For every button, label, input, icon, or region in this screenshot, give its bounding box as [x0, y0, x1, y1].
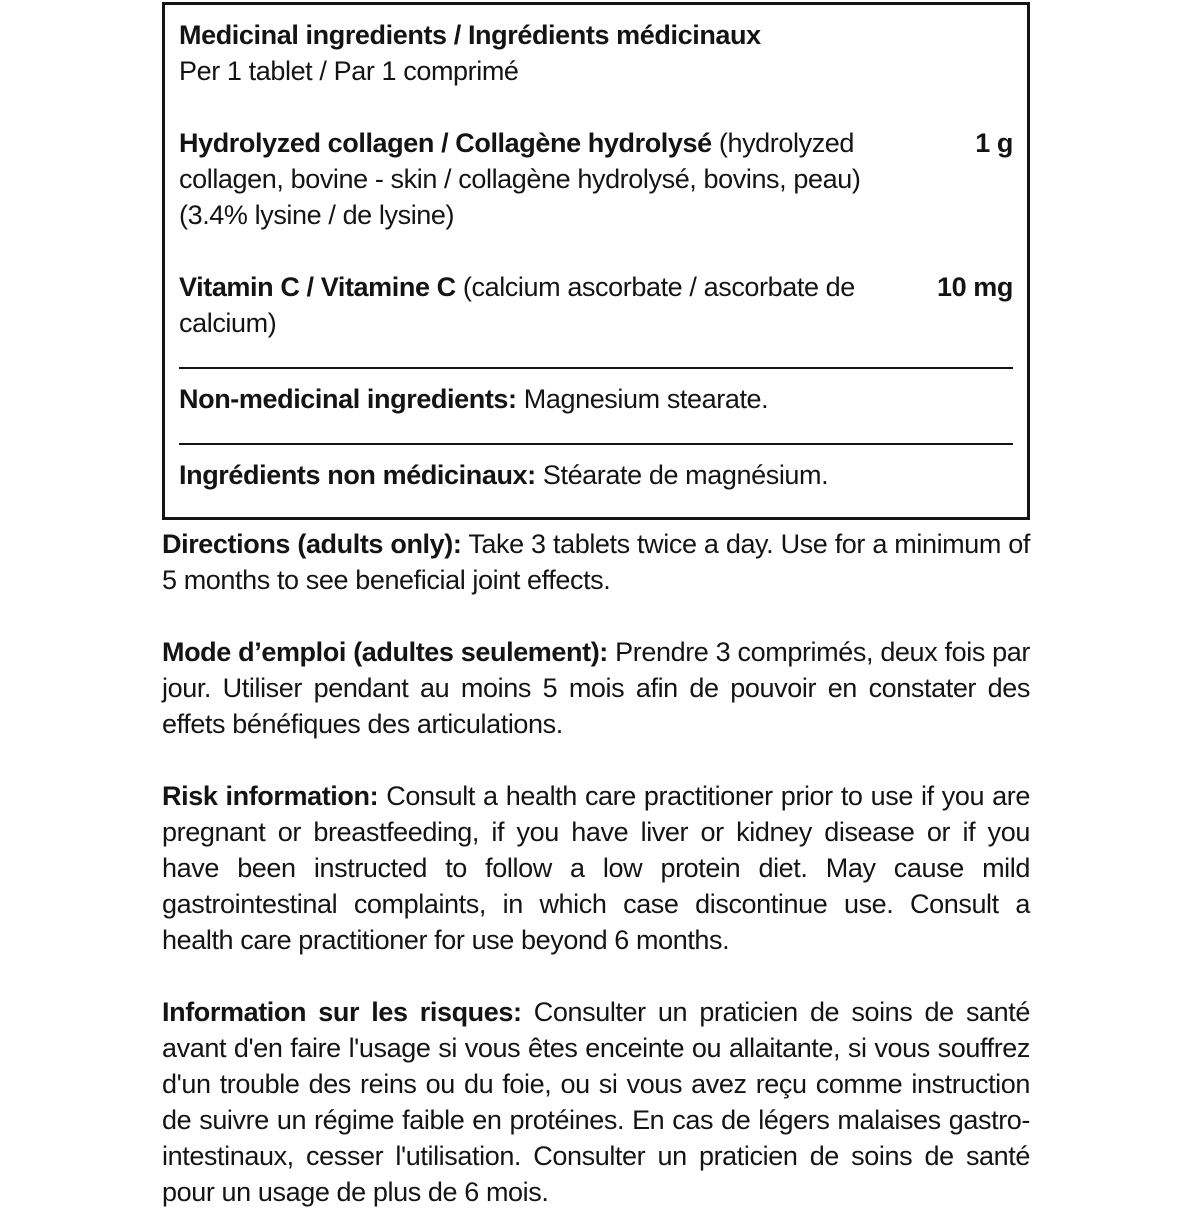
- non-medicinal-fr-label: Ingrédients non médicinaux:: [179, 460, 536, 490]
- section-text: Consult a health care practitioner prior to use if you are pregnant or breastfeeding, if you have liver or kidney disease or if you have been instructed to follow a low protein diet. May cause mild gastrointestinal complaints, in which case discontinue use. Consult a health care practitioner for use beyond 6 months.: [162, 781, 1030, 955]
- ingredient-name: Vitamin C / Vitamine C: [179, 272, 456, 302]
- section-label: Risk information:: [162, 781, 379, 811]
- ingredient-amount: 10 mg: [936, 272, 1013, 302]
- section-information-risques: [162, 994, 1030, 1210]
- label-sections: [162, 526, 1030, 1210]
- serving-size: Per 1 tablet / Par 1 comprimé: [179, 56, 519, 86]
- ingredient-amount: 1 g: [975, 128, 1013, 158]
- ingredient-name: Hydrolyzed collagen / Collagène hydrolysé: [179, 128, 712, 158]
- non-medicinal-fr: [179, 457, 1013, 493]
- non-medicinal-en-text: Magnesium stearate.: [523, 384, 769, 414]
- ingredient-row-hydrolyzed-collagen: [179, 125, 1013, 233]
- section-text: Take 3 tablets twice a day. Use for a minimum of 5 months to see beneficial joint effects.: [162, 529, 1030, 595]
- ingredient-text: [179, 125, 929, 233]
- separator-line: [179, 367, 1013, 369]
- section-text: Consulter un praticien de soins de santé avant d'en faire l'usage si vous êtes enceinte ou allaitante, si vous souffrez d'un trouble des reins ou du foie, ou si vous avez reçu comme instruction de suivre un régime faible en protéines. En cas de légers malaises gastro-intestinaux, cesser l'utilisation. Consulter un praticien de soins de santé pour un usage de plus de 6 mois.: [162, 997, 1031, 1207]
- ingredient-details: (hydrolyzed collagen, bovine - skin / collagène hydrolysé, bovins, peau) (3.4% lysine / de lysine): [179, 128, 861, 230]
- section-directions: [162, 526, 1030, 598]
- non-medicinal-fr-text: Stéarate de magnésium.: [542, 460, 829, 490]
- section-label: Directions (adults only):: [162, 529, 462, 559]
- non-medicinal-en: [179, 381, 1013, 417]
- ingredient-text: [179, 269, 929, 341]
- ingredient-details: (calcium ascorbate / ascorbate de calcium): [179, 272, 855, 338]
- section-risk-information: [162, 778, 1030, 958]
- non-medicinal-en-label: Non-medicinal ingredients:: [179, 384, 517, 414]
- separator-line: [179, 443, 1013, 445]
- section-label: Mode d’emploi (adultes seulement):: [162, 637, 608, 667]
- section-label: Information sur les risques:: [162, 997, 522, 1027]
- section-mode-demploi: [162, 634, 1030, 742]
- label-content: [162, 2, 1030, 1210]
- section-text: Prendre 3 comprimés, deux fois par jour. Utiliser pendant au moins 5 mois afin de pouvoir en constater des effets bénéfiques des articulations.: [162, 637, 1031, 739]
- panel-title: Medicinal ingredients / Ingrédients médicinaux: [179, 20, 761, 50]
- medicinal-ingredients-panel: [162, 2, 1030, 520]
- ingredient-row-vitamin-c: [179, 269, 1013, 341]
